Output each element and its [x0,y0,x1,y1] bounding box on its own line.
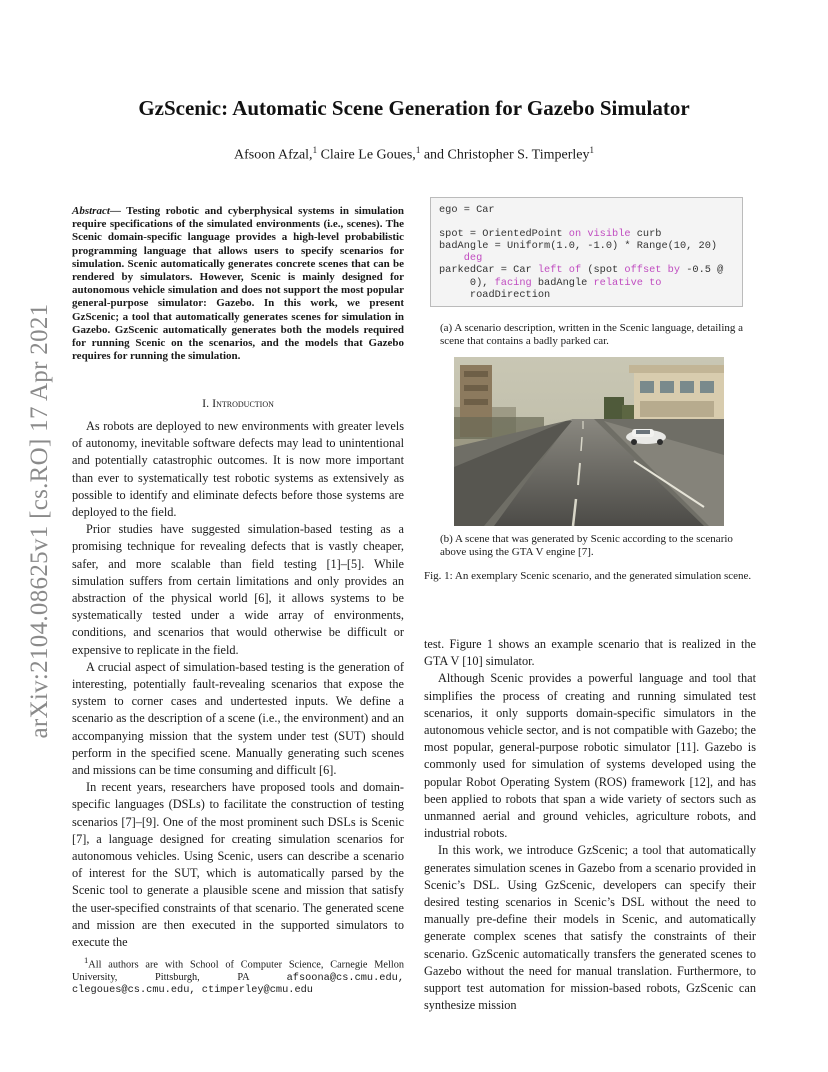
code-keyword: relative to [593,276,662,289]
author-3-affiliation: 1 [589,145,594,155]
section-heading [72,396,404,411]
section-title: Introduction [212,396,274,410]
code-line-2: spot = OrientedPoint on visible curb [439,228,662,241]
paper-title: GzScenic: Automatic Scene Generation for Gazebo Simulator [138,96,690,120]
gta-scene-image [454,357,724,526]
code-line-5: parkedCar = Car left of (spot offset by -0.5 @ [439,264,724,277]
figure-1-caption: Fig. 1: An exemplary Scenic scenario, and the generated simulation scene. [424,570,752,582]
code-keyword: visible [587,228,631,241]
code-line-7: roadDirection [469,288,551,301]
code-line-3: badAngle = Uniform(1.0, -1.0) * Range(10, 20) [439,240,718,253]
section-number: I. [202,396,213,410]
author-2-affiliation: 1 [415,145,421,155]
right-paragraph-1: test. Figure 1 shows an example scenario that is realized in the GTA V [10] simulator. [424,637,756,669]
scenic-code-listing [430,197,743,307]
affiliation-footnote [72,954,404,997]
introduction-body [72,418,404,951]
intro-paragraph-2: Prior studies have suggested simulation-based testing as a promising technique for revealing defects that is vastly cheaper, safer, and more scalable than field testing [1]–[5]. While simulation suffers from certain limitations and only provides an abstraction of the physical world [6], it allows systems to be systematically tested under a wide array of environments, conditions, and scenarios that would otherwise be difficult or expensive to replicate in the field. [72,522,404,657]
abstract-text: — Testing robotic and cyberphysical systems in simulation require specifications of the simulated environments (i.e., scenes). The Scenic domain-specific language provides a high-level probabilistic programming language that allows users to specify scenarios for simulation. Scenic automatically generates concrete scenes that can be rendered by simulators. However, Scenic is mainly designed for autonomous vehicle simulation and does not support the most popular general-purpose simulator: Gazebo. In this work, we present GzScenic; a tool that automatically generates scenes for simulation in Gazebo. GzScenic automatically generates both the models required for running Scenic on the scenarios, and the models that Gazebo requires for running the simulation. [72,205,404,363]
footnote-text: All authors are with School of Computer Science, Carnegie Mellon University, Pittsburgh, PA [72,959,404,983]
code-keyword: on [568,228,582,241]
footnote-mark: 1 [84,955,89,965]
code-keyword: left of [537,264,582,277]
author-2: Claire Le Goues, [317,147,416,163]
road-scene-illustration [454,357,724,526]
right-column-body [424,636,756,1014]
right-paragraph-3: In this work, we introduce GzScenic; a tool that automatically generates simulation scenes in Gazebo from a scenario provided in Scenic’s DSL. Using GzScenic, developers can specify their desired testing scenarios in Scenic’s DSL without the need to manually pre-define their models in Scenic, and automatically generate complex scenes that satisfy the constraints of their scenario. GzScenic automatically transfers the generated scenes to Gazebo without the need for manual translation. Furthermore, to support test automation for mission-based robots, GzScenic can synthesize mission [424,843,756,1013]
subfigure-b-caption: (b) A scene that was generated by Scenic according to the scenario above using the GTA V engine [7]. [440,533,733,559]
abstract-label: Abstract [72,205,110,217]
abstract [72,205,404,363]
footnote-emails: afsoona@cs.cmu.edu, clegoues@cs.cmu.edu, ctimperley@cmu.edu [72,971,404,997]
code-line-4 [439,252,734,264]
arxiv-identifier: arXiv:2104.08625v1 [cs.RO] 17 Apr 2021 [26,303,53,739]
intro-paragraph-1: As robots are deployed to new environments with greater levels of autonomy, inevitable software defects may lead to unintentional and potentially catastrophic outcomes. It is now more important than ever to systematically test robotic systems as extensively as possible to identify and eliminate defects before those systems are deployed to the field. [72,419,404,520]
code-line-1: ego = Car [439,204,495,216]
authors-line [0,145,828,164]
author-1: Afsoon Afzal, [234,147,313,163]
code-keyword: offset by [624,264,681,277]
author-1-affiliation: 1 [312,145,318,155]
subfigure-a-caption: (a) A scenario description, written in the Scenic language, detailing a scene that contains a badly parked car. [440,322,744,348]
code-keyword: deg [463,252,483,265]
code-line-6: 0), facing badAngle relative to [469,276,662,289]
intro-paragraph-4: In recent years, researchers have proposed tools and domain-specific languages (DSLs) to facilitate the construction of testing scenarios [7]–[9]. One of the most prominent such DSLs is Scenic [7], a language designed for creating simulation scenarios for autonomous vehicles. Using Scenic, users can describe a scenario of interest for the SUT, which is automatically parsed by the Scenic tool to generate a plausible scene and mission that satisfy the user-specified constraints of that scenario. The generated scene and mission are then executed in the supported simulators to execute the [72,780,404,950]
author-3: and Christopher S. Timperley [420,147,590,163]
code-keyword: facing [494,276,532,289]
code-blank-line [439,216,734,228]
right-paragraph-2: Although Scenic provides a powerful language and tool that simplifies the process of creating and running simulated test scenarios, it only supports domain-specific simulators in the autonomous vehicle sector, and is not compatible with Gazebo; the most popular, general-purpose robotic simulator [11]. Gazebo is commonly used for simulation of systems developed using the popular Robot Operating System (ROS) framework [12], and has been applied to robots that span a wide variety of sectors such as unmanned aerial and ground vehicles, agriculture robots, and industrial robots. [424,671,756,841]
intro-paragraph-3: A crucial aspect of simulation-based testing is the generation of interesting, potentially fault-revealing scenarios that expose the system to corner cases and undertested inputs. We define a scenario as the description of a scene (i.e., the environment) and an accompanying mission that the system under test (SUT) should perform in the specified scene. Manually generating such scenes and missions can be time consuming and difficult [6]. [72,659,404,778]
